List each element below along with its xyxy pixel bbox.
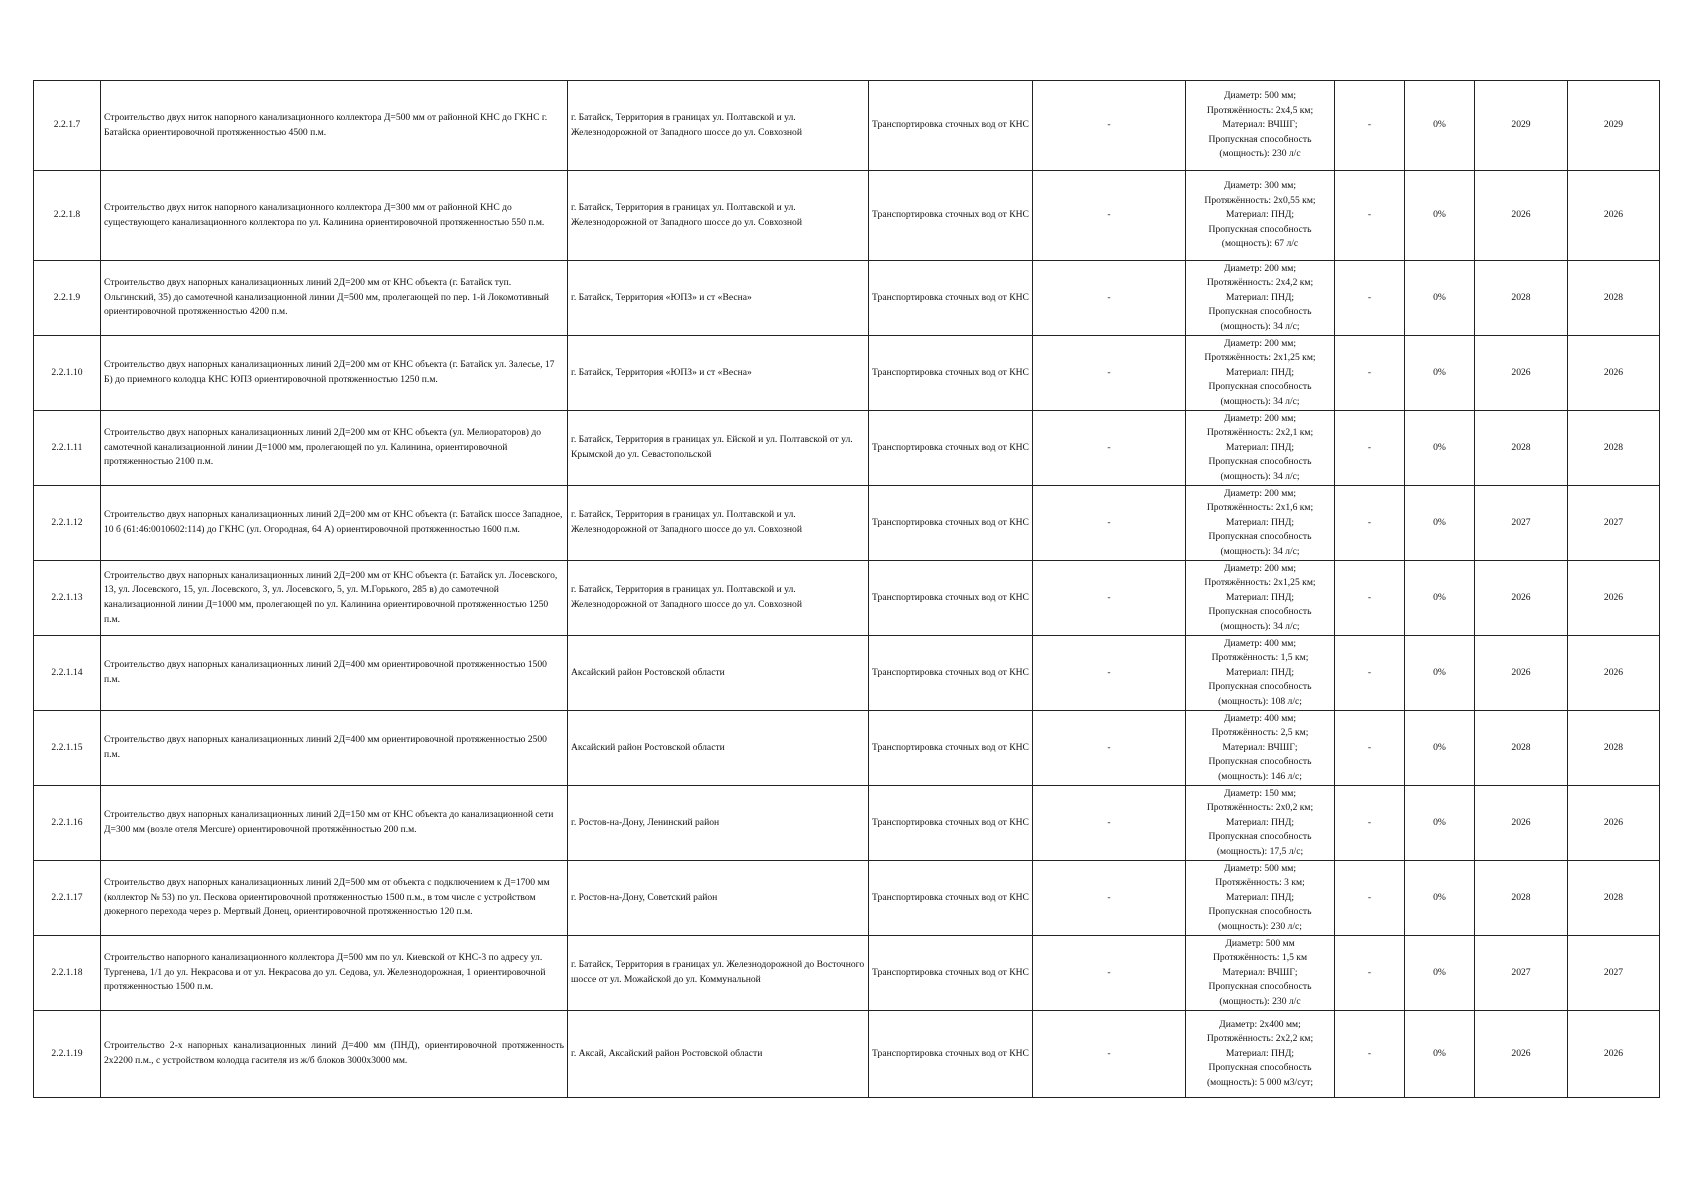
table-row	[34, 561, 1660, 636]
completion-percent: 0%	[1405, 411, 1475, 486]
parameter-line: Протяжённость: 1,5 км	[1212, 952, 1308, 964]
parameter-line: Материал: ПНД;	[1225, 366, 1295, 378]
completion-percent: 0%	[1405, 336, 1475, 411]
parameter-line: Пропускная способность	[1208, 133, 1312, 145]
project-purpose: Транспортировка сточных вод от КНС	[869, 636, 1033, 711]
technical-parameters	[1186, 336, 1335, 411]
empty-value-1: -	[1033, 81, 1186, 171]
empty-value-1: -	[1033, 411, 1186, 486]
parameter-line: (мощность): 108 л/с;	[1218, 695, 1302, 707]
project-name: Строительство двух напорных канализационных линий 2Д=400 мм ориентировочной протяженностью 1500 п.м.	[101, 636, 568, 711]
parameter-line: Диаметр: 300 мм;	[1223, 180, 1297, 192]
parameter-line: Пропускная способность	[1208, 306, 1312, 318]
project-location: г. Ростов-на-Дону, Ленинский район	[568, 786, 869, 861]
empty-value-1: -	[1033, 711, 1186, 786]
table-row	[34, 1011, 1660, 1098]
empty-value-2: -	[1335, 711, 1405, 786]
row-number: 2.2.1.18	[34, 936, 101, 1011]
project-location: г. Батайск, Территория в границах ул. Полтавской и ул. Железнодорожной от Западного шоссе до ул. Совхозной	[568, 171, 869, 261]
empty-value-1: -	[1033, 486, 1186, 561]
empty-value-2: -	[1335, 336, 1405, 411]
parameter-line: (мощность): 230 л/с	[1219, 148, 1301, 160]
parameter-line: Диаметр: 400 мм;	[1223, 637, 1297, 649]
table-row	[34, 411, 1660, 486]
parameter-line: Диаметр: 400 мм;	[1223, 712, 1297, 724]
project-location: г. Батайск, Территория в границах ул. Железнодорожной до Восточного шоссе от ул. Можайской до ул. Коммунальной	[568, 936, 869, 1011]
project-purpose: Транспортировка сточных вод от КНС	[869, 786, 1033, 861]
completion-percent: 0%	[1405, 261, 1475, 336]
parameter-line: Материал: ПНД;	[1225, 666, 1295, 678]
end-year: 2026	[1568, 171, 1660, 261]
parameter-line: Диаметр: 200 мм;	[1223, 412, 1297, 424]
project-location: г. Ростов-на-Дону, Советский район	[568, 861, 869, 936]
completion-percent: 0%	[1405, 486, 1475, 561]
technical-parameters	[1186, 711, 1335, 786]
parameter-line: Пропускная способность	[1208, 606, 1312, 618]
end-year: 2029	[1568, 81, 1660, 171]
row-number: 2.2.1.15	[34, 711, 101, 786]
table-row	[34, 636, 1660, 711]
parameter-line: Протяжённость: 2х2,1 км;	[1206, 427, 1314, 439]
empty-value-2: -	[1335, 636, 1405, 711]
start-year: 2028	[1475, 261, 1568, 336]
parameter-line: Материал: ПНД;	[1225, 1047, 1295, 1059]
parameter-line: Диаметр: 500 мм;	[1223, 862, 1297, 874]
end-year: 2028	[1568, 861, 1660, 936]
parameter-line: Пропускная способность	[1208, 531, 1312, 543]
empty-value-1: -	[1033, 336, 1186, 411]
parameter-line: Материал: ВЧШГ;	[1222, 966, 1298, 978]
project-purpose: Транспортировка сточных вод от КНС	[869, 936, 1033, 1011]
project-name: Строительство двух напорных канализационных линий 2Д=400 мм ориентировочной протяженностью 2500 п.м.	[101, 711, 568, 786]
parameter-line: Протяжённость: 3 км;	[1215, 877, 1305, 889]
parameter-line: (мощность): 34 л/с;	[1220, 545, 1300, 557]
table-row	[34, 171, 1660, 261]
row-number: 2.2.1.16	[34, 786, 101, 861]
table-row	[34, 336, 1660, 411]
technical-parameters	[1186, 171, 1335, 261]
empty-value-2: -	[1335, 786, 1405, 861]
parameter-line: Пропускная способность	[1208, 831, 1312, 843]
parameter-line: Протяжённость: 1,5 км;	[1211, 652, 1309, 664]
parameter-line: (мощность): 230 л/с;	[1218, 920, 1302, 932]
row-number: 2.2.1.14	[34, 636, 101, 711]
project-location: г. Аксай, Аксайский район Ростовской области	[568, 1011, 869, 1098]
parameter-line: Пропускная способность	[1208, 1062, 1312, 1074]
project-purpose: Транспортировка сточных вод от КНС	[869, 486, 1033, 561]
project-purpose: Транспортировка сточных вод от КНС	[869, 171, 1033, 261]
parameter-line: Протяжённость: 2х0,55 км;	[1204, 194, 1316, 206]
parameter-line: Пропускная способность	[1208, 456, 1312, 468]
parameter-line: Пропускная способность	[1208, 756, 1312, 768]
technical-parameters	[1186, 936, 1335, 1011]
completion-percent: 0%	[1405, 786, 1475, 861]
empty-value-1: -	[1033, 261, 1186, 336]
end-year: 2026	[1568, 636, 1660, 711]
end-year: 2026	[1568, 561, 1660, 636]
start-year: 2028	[1475, 711, 1568, 786]
technical-parameters	[1186, 81, 1335, 171]
parameter-line: (мощность): 5 000 м3/сут;	[1206, 1076, 1313, 1088]
parameter-line: Пропускная способность	[1208, 223, 1312, 235]
table-row	[34, 486, 1660, 561]
parameter-line: Протяжённость: 2х0,2 км;	[1206, 802, 1314, 814]
project-name: Строительство двух напорных канализационных линий 2Д=200 мм от КНС объекта (ул. Мелиораторов) до самотечной канализационной линии Д=1000 мм, пролегающей по ул. Калинина, ориентировочной протяженностью 2100 п.м.	[101, 411, 568, 486]
project-location: г. Батайск, Территория «ЮПЗ» и ст «Весна»	[568, 336, 869, 411]
row-number: 2.2.1.8	[34, 171, 101, 261]
parameter-line: Материал: ВЧШГ;	[1222, 741, 1298, 753]
parameter-line: Пропускная способность	[1208, 906, 1312, 918]
project-name: Строительство двух ниток напорного канализационного коллектора Д=500 мм от районной КНС до ГКНС г. Батайска ориентировочной протяженностью 4500 п.м.	[101, 81, 568, 171]
project-location: Аксайский район Ростовской области	[568, 711, 869, 786]
project-name: Строительство двух напорных канализационных линий 2Д=200 мм от КНС объекта (г. Батайск туп. Ольгинский, 35) до самотечной канализационной линии Д=500 мм, пролегающей по пер. 1-й Локомотивный ориентировочной протяженностью 4200 п.м.	[101, 261, 568, 336]
parameter-line: (мощность): 34 л/с;	[1220, 395, 1300, 407]
empty-value-1: -	[1033, 171, 1186, 261]
start-year: 2026	[1475, 171, 1568, 261]
parameter-line: (мощность): 67 л/с	[1221, 238, 1299, 250]
parameter-line: Диаметр: 500 мм	[1225, 937, 1295, 949]
project-location: г. Батайск, Территория в границах ул. Полтавской и ул. Железнодорожной от Западного шоссе до ул. Совхозной	[568, 486, 869, 561]
empty-value-2: -	[1335, 936, 1405, 1011]
completion-percent: 0%	[1405, 1011, 1475, 1098]
end-year: 2027	[1568, 936, 1660, 1011]
parameter-line: Протяжённость: 2х2,2 км;	[1206, 1033, 1314, 1045]
parameter-line: (мощность): 146 л/с;	[1218, 770, 1302, 782]
parameter-line: Материал: ВЧШГ;	[1222, 119, 1298, 131]
row-number: 2.2.1.17	[34, 861, 101, 936]
project-purpose: Транспортировка сточных вод от КНС	[869, 336, 1033, 411]
empty-value-1: -	[1033, 936, 1186, 1011]
completion-percent: 0%	[1405, 636, 1475, 711]
parameter-line: (мощность): 34 л/с;	[1220, 470, 1300, 482]
empty-value-2: -	[1335, 486, 1405, 561]
parameter-line: (мощность): 230 л/с	[1219, 995, 1301, 1007]
technical-parameters	[1186, 1011, 1335, 1098]
parameter-line: Материал: ПНД;	[1225, 441, 1295, 453]
technical-parameters	[1186, 261, 1335, 336]
investment-program-table	[33, 80, 1660, 1098]
project-location: г. Батайск, Территория в границах ул. Полтавской и ул. Железнодорожной от Западного шоссе до ул. Совхозной	[568, 81, 869, 171]
project-purpose: Транспортировка сточных вод от КНС	[869, 861, 1033, 936]
table-body	[34, 81, 1660, 1098]
parameter-line: Протяжённость: 2х1,25 км;	[1204, 352, 1316, 364]
start-year: 2027	[1475, 486, 1568, 561]
start-year: 2026	[1475, 1011, 1568, 1098]
empty-value-1: -	[1033, 1011, 1186, 1098]
table-row	[34, 81, 1660, 171]
project-name: Строительство двух напорных канализационных линий 2Д=150 мм от КНС объекта до канализационной сети Д=300 мм (возле отеля Mercure) ориентировочной протяжённостью 200 п.м.	[101, 786, 568, 861]
end-year: 2026	[1568, 786, 1660, 861]
technical-parameters	[1186, 861, 1335, 936]
table-row	[34, 261, 1660, 336]
parameter-line: Материал: ПНД;	[1225, 891, 1295, 903]
start-year: 2026	[1475, 786, 1568, 861]
row-number: 2.2.1.11	[34, 411, 101, 486]
parameter-line: Пропускная способность	[1208, 981, 1312, 993]
technical-parameters	[1186, 786, 1335, 861]
parameter-line: (мощность): 34 л/с;	[1220, 320, 1300, 332]
project-location: г. Батайск, Территория «ЮПЗ» и ст «Весна»	[568, 261, 869, 336]
empty-value-1: -	[1033, 786, 1186, 861]
empty-value-2: -	[1335, 261, 1405, 336]
parameter-line: Пропускная способность	[1208, 381, 1312, 393]
end-year: 2028	[1568, 711, 1660, 786]
project-name: Строительство двух напорных канализационных линий 2Д=200 мм от КНС объекта (г. Батайск ул. Лосевского, 13, ул. Лосевского, 15, ул. Лосевского, 3, ул. Лосевского, 5, ул. М.Горького, 285 в) до самотечной канализационной линии Д=1000 мм, пролегающей по ул. Калинина ориентировочной протяженностью 1250 п.м.	[101, 561, 568, 636]
table-row	[34, 861, 1660, 936]
empty-value-1: -	[1033, 636, 1186, 711]
parameter-line: Материал: ПНД;	[1225, 516, 1295, 528]
project-name: Строительство двух ниток напорного канализационного коллектора Д=300 мм от районной КНС до существующего канализационного коллектора по ул. Калинина ориентировочной протяженностью 550 п.м.	[101, 171, 568, 261]
project-purpose: Транспортировка сточных вод от КНС	[869, 411, 1033, 486]
row-number: 2.2.1.19	[34, 1011, 101, 1098]
parameter-line: Диаметр: 200 мм;	[1223, 337, 1297, 349]
empty-value-1: -	[1033, 561, 1186, 636]
project-location: г. Батайск, Территория в границах ул. Ейской и ул. Полтавской от ул. Крымской до ул. Севастопольской	[568, 411, 869, 486]
completion-percent: 0%	[1405, 936, 1475, 1011]
row-number: 2.2.1.12	[34, 486, 101, 561]
technical-parameters	[1186, 561, 1335, 636]
parameter-line: Диаметр: 500 мм;	[1223, 90, 1297, 102]
completion-percent: 0%	[1405, 171, 1475, 261]
row-number: 2.2.1.10	[34, 336, 101, 411]
parameter-line: Диаметр: 200 мм;	[1223, 562, 1297, 574]
project-name: Строительство 2-х напорных канализационных линий Д=400 мм (ПНД), ориентировочной протяженность 2х2200 п.м., с устройством колодца гасителя из ж/б блоков 3000х3000 мм.	[101, 1011, 568, 1098]
empty-value-2: -	[1335, 171, 1405, 261]
start-year: 2027	[1475, 936, 1568, 1011]
table-row	[34, 786, 1660, 861]
start-year: 2029	[1475, 81, 1568, 171]
start-year: 2026	[1475, 636, 1568, 711]
parameter-line: Материал: ПНД;	[1225, 816, 1295, 828]
project-purpose: Транспортировка сточных вод от КНС	[869, 261, 1033, 336]
parameter-line: Протяжённость: 2х4,2 км;	[1206, 277, 1314, 289]
parameter-line: (мощность): 34 л/с;	[1220, 620, 1300, 632]
empty-value-2: -	[1335, 1011, 1405, 1098]
empty-value-2: -	[1335, 561, 1405, 636]
project-name: Строительство двух напорных канализационных линий 2Д=500 мм от объекта с подключением к Д=1700 мм (коллектор № 53) по ул. Пескова ориентировочной протяженностью 1500 п.м., в том числе с устройством дюкерного перехода через р. Мертвый Донец, ориентировочной протяженностью 120 п.м.	[101, 861, 568, 936]
end-year: 2028	[1568, 411, 1660, 486]
project-purpose: Транспортировка сточных вод от КНС	[869, 561, 1033, 636]
parameter-line: Протяжённость: 2х1,25 км;	[1204, 577, 1316, 589]
end-year: 2027	[1568, 486, 1660, 561]
empty-value-2: -	[1335, 411, 1405, 486]
completion-percent: 0%	[1405, 561, 1475, 636]
start-year: 2028	[1475, 411, 1568, 486]
project-purpose: Транспортировка сточных вод от КНС	[869, 1011, 1033, 1098]
row-number: 2.2.1.9	[34, 261, 101, 336]
parameter-line: Диаметр: 200 мм;	[1223, 487, 1297, 499]
parameter-line: Материал: ПНД;	[1225, 291, 1295, 303]
parameter-line: Протяжённость: 2х1,6 км;	[1206, 502, 1314, 514]
table-row	[34, 936, 1660, 1011]
start-year: 2026	[1475, 561, 1568, 636]
end-year: 2028	[1568, 261, 1660, 336]
completion-percent: 0%	[1405, 861, 1475, 936]
table-row	[34, 711, 1660, 786]
project-name: Строительство двух напорных канализационных линий 2Д=200 мм от КНС объекта (г. Батайск шоссе Западное, 10 б (61:46:0010602:114) до ГКНС (ул. Огородная, 64 А) ориентировочной протяженностью 1600 п.м.	[101, 486, 568, 561]
empty-value-2: -	[1335, 861, 1405, 936]
project-name: Строительство двух напорных канализационных линий 2Д=200 мм от КНС объекта (г. Батайск ул. Залесье, 17 Б) до приемного колодца КНС ЮПЗ ориентировочной протяженностью 1250 п.м.	[101, 336, 568, 411]
parameter-line: Пропускная способность	[1208, 681, 1312, 693]
parameter-line: Материал: ПНД;	[1225, 209, 1295, 221]
parameter-line: Протяжённость: 2х4,5 км;	[1206, 104, 1314, 116]
parameter-line: Диаметр: 150 мм;	[1223, 787, 1297, 799]
project-purpose: Транспортировка сточных вод от КНС	[869, 81, 1033, 171]
start-year: 2028	[1475, 861, 1568, 936]
end-year: 2026	[1568, 1011, 1660, 1098]
project-location: г. Батайск, Территория в границах ул. Полтавской и ул. Железнодорожной от Западного шоссе до ул. Совхозной	[568, 561, 869, 636]
parameter-line: Материал: ПНД;	[1225, 591, 1295, 603]
row-number: 2.2.1.7	[34, 81, 101, 171]
project-purpose: Транспортировка сточных вод от КНС	[869, 711, 1033, 786]
parameter-line: Диаметр: 2х400 мм;	[1219, 1018, 1301, 1030]
project-name: Строительство напорного канализационного коллектора Д=500 мм по ул. Киевской от КНС-3 по адресу ул. Тургенева, 1/1 до ул. Некрасова и от ул. Некрасова до ул. Седова, ул. Железнодорожная, 1 ориентировочной протяженностью 1500 п.м.	[101, 936, 568, 1011]
empty-value-2: -	[1335, 81, 1405, 171]
end-year: 2026	[1568, 336, 1660, 411]
start-year: 2026	[1475, 336, 1568, 411]
technical-parameters	[1186, 636, 1335, 711]
empty-value-1: -	[1033, 861, 1186, 936]
technical-parameters	[1186, 411, 1335, 486]
technical-parameters	[1186, 486, 1335, 561]
row-number: 2.2.1.13	[34, 561, 101, 636]
completion-percent: 0%	[1405, 711, 1475, 786]
parameter-line: (мощность): 17,5 л/с;	[1216, 845, 1304, 857]
parameter-line: Протяжённость: 2,5 км;	[1211, 727, 1309, 739]
completion-percent: 0%	[1405, 81, 1475, 171]
parameter-line: Диаметр: 200 мм;	[1223, 262, 1297, 274]
project-location: Аксайский район Ростовской области	[568, 636, 869, 711]
